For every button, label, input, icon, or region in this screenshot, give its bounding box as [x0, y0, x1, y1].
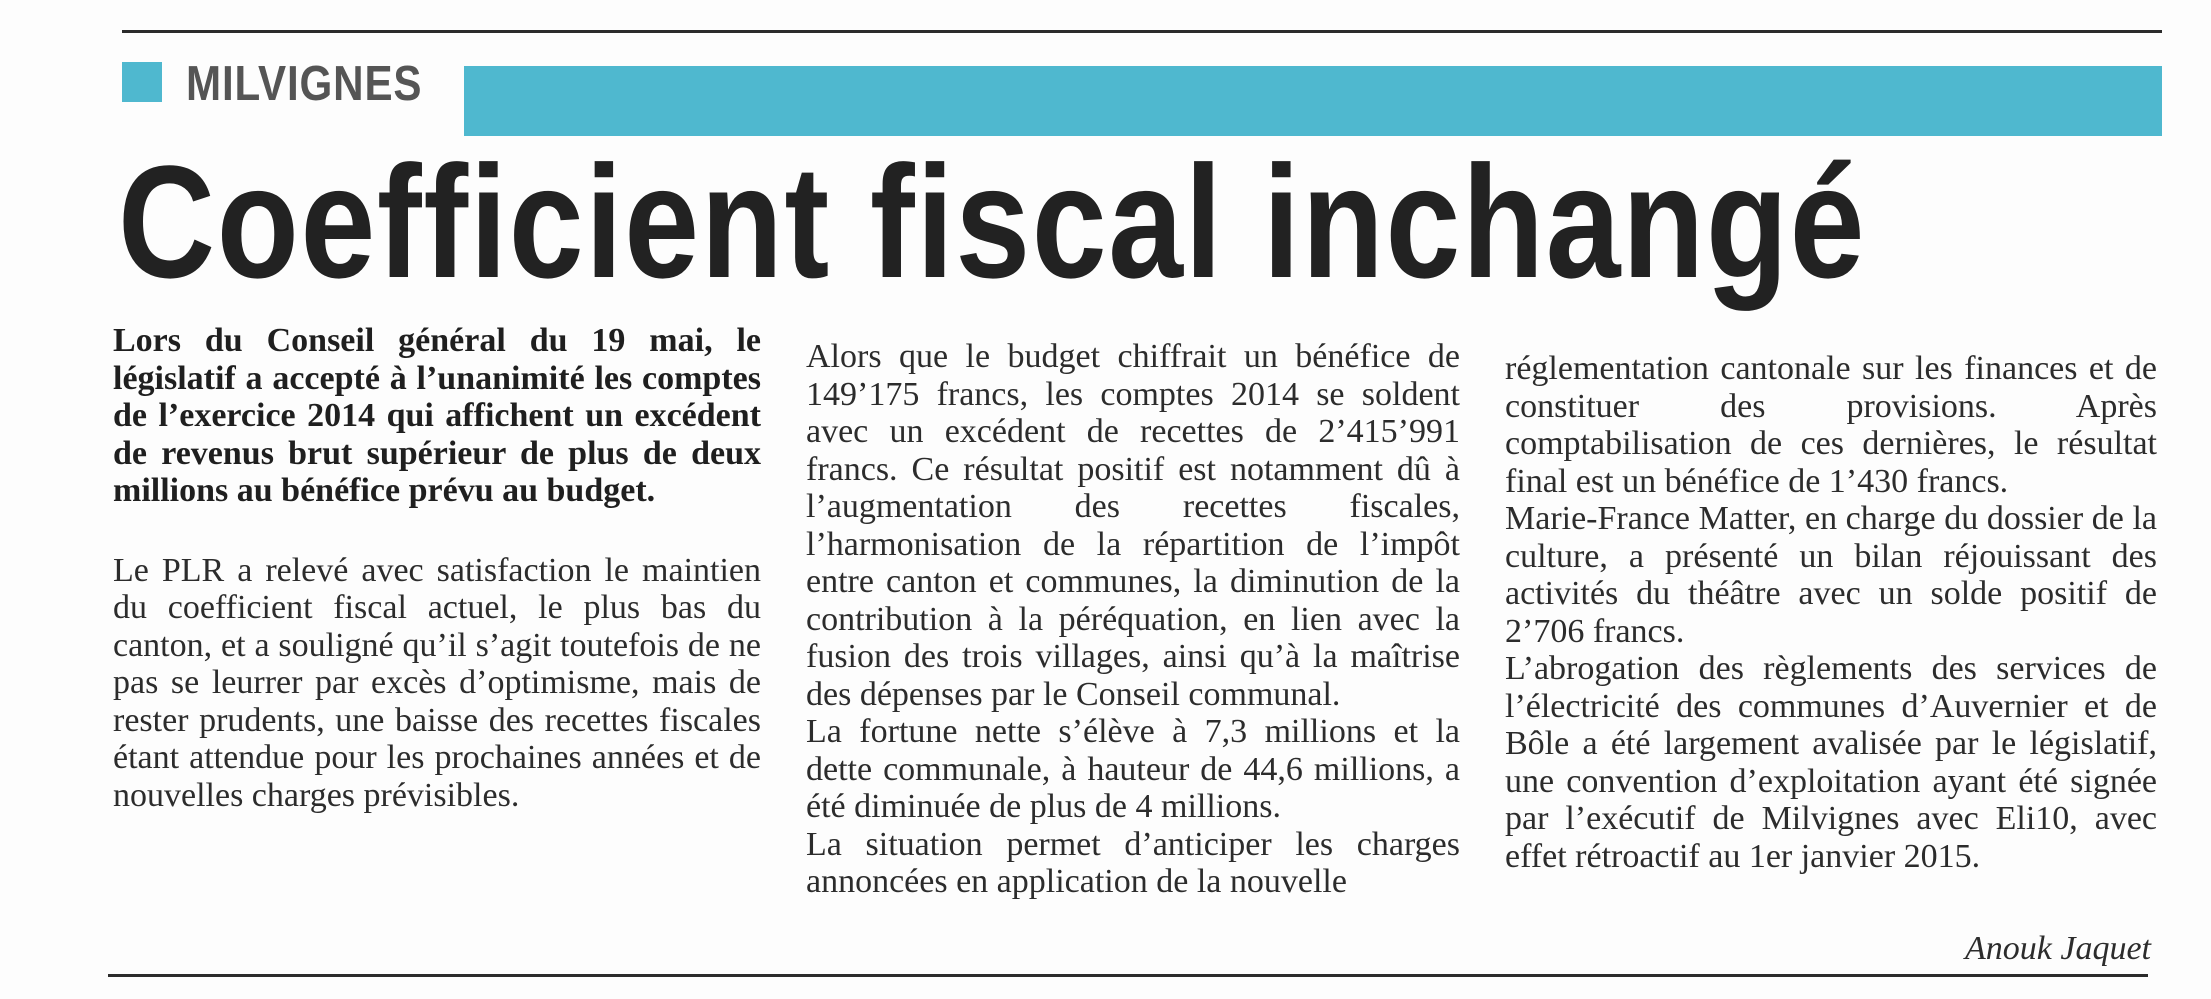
column-1 — [113, 322, 761, 814]
section-marker — [122, 62, 162, 102]
column-3 — [1505, 350, 2157, 875]
author-byline: Anouk Jaquet — [1965, 930, 2151, 967]
bottom-rule — [108, 974, 2148, 977]
body-paragraph: La fortune nette s’élève à 7,3 millions et la dette communale, à hauteur de 44,6 millions, a été diminuée de plus de 4 millions. — [806, 713, 1460, 825]
column-2 — [806, 338, 1460, 901]
lead-paragraph: Lors du Conseil général du 19 mai, le législatif a accepté à l’unanimité les comptes de l’exercice 2014 qui affichent un excédent de revenus brut supérieur de plus de deux millions au bénéfice prévu au budget. — [113, 322, 761, 509]
section-bar — [464, 66, 2162, 136]
body-paragraph: Marie-France Matter, en charge du dossier de la culture, a présenté un bilan réjouissant des activités du théâtre avec un solde positif de 2’706 francs. — [1505, 500, 2157, 650]
section-kicker: MILVIGNES — [186, 57, 423, 111]
body-paragraph: La situation permet d’anticiper les charges annoncées en application de la nouvelle — [806, 825, 1460, 900]
body-paragraph: Le PLR a relevé avec satisfaction le maintien du coefficient fiscal actuel, le plus bas du canton, et a souligné qu’il s’agit toutefois de ne pas se leurrer par excès d’optimisme, mais de rester prudents, une baisse des recettes fiscales étant attendue pour les prochaines années et de nouvelles charges prévisibles. — [113, 551, 761, 814]
headline: Coefficient fiscal inchangé — [118, 132, 1867, 311]
body-paragraph: Alors que le budget chiffrait un bénéfice de 149’175 francs, les comptes 2014 se soldent avec un excédent de recettes de 2’415’991 francs. Ce résultat positif est notamment dû à l’augmentation des recettes fiscales, l’harmonisation de la répartition de l’impôt entre canton et communes, la diminution de la contribution à la péréquation, en lien avec la fusion des trois villages, ainsi qu’à la maîtrise des dépenses par le Conseil communal. — [806, 338, 1460, 713]
body-paragraph: réglementation cantonale sur les finances et de constituer des provisions. Après comptabilisation de ces dernières, le résultat final est un bénéfice de 1’430 francs. — [1505, 350, 2157, 500]
top-rule — [122, 30, 2162, 33]
body-paragraph: L’abrogation des règlements des services de l’électricité des communes d’Auvernier et de Bôle a été largement avalisée par le législatif, une convention d’exploitation ayant été signée par l’exécutif de Milvignes avec Eli10, avec effet rétroactif au 1er janvier 2015. — [1505, 650, 2157, 875]
